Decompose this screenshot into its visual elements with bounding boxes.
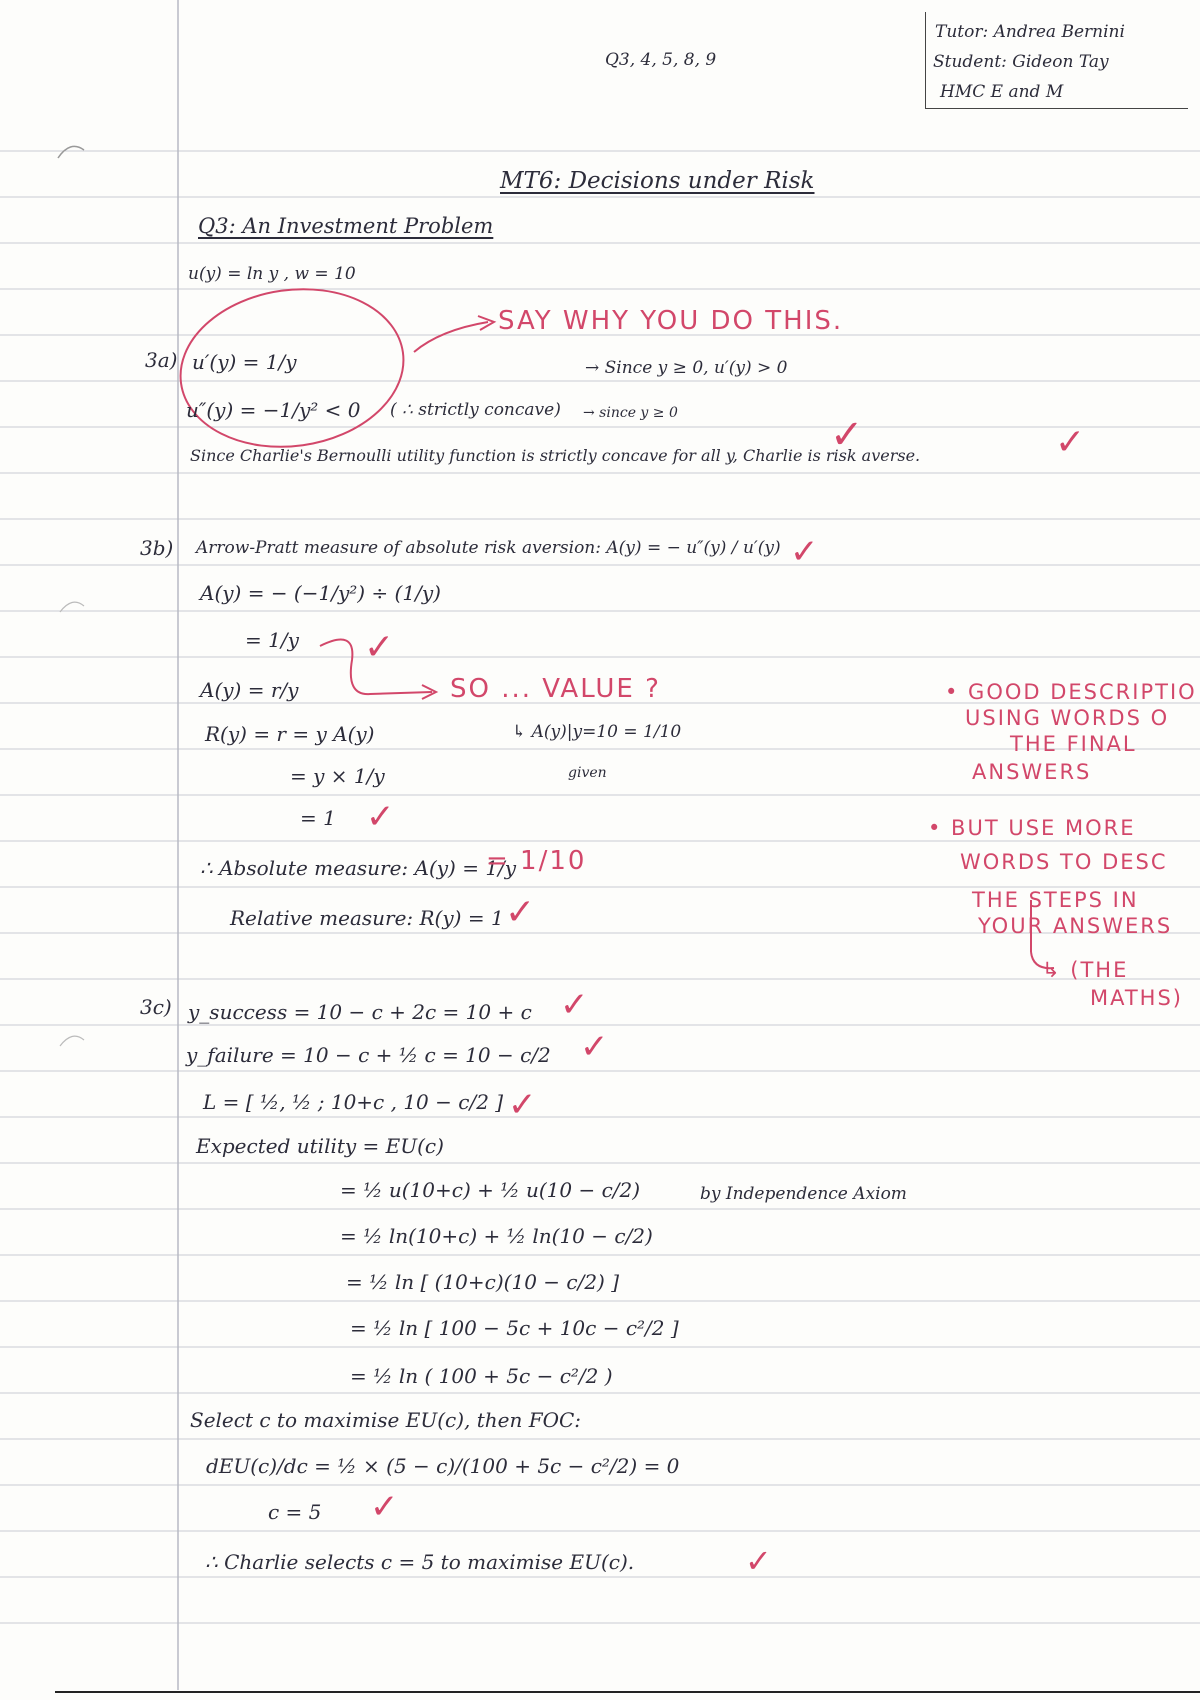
3c-foc: dEU(c)/dc = ½ × (5 − c)/(100 + 5c − c²/2) = 0	[206, 1454, 680, 1478]
feedback-good-desc-1: • GOOD DESCRIPTIO	[945, 680, 1197, 704]
part-3a-label: 3a)	[145, 348, 178, 372]
student-name: Student: Gideon Tay	[933, 52, 1109, 72]
3c-eu-step1: = ½ u(10+c) + ½ u(10 − c/2)	[340, 1178, 641, 1202]
check-mark: ✓	[1055, 422, 1088, 463]
3c-eu-step3: = ½ ln [ (10+c)(10 − c/2) ]	[346, 1270, 620, 1294]
3b-line4: A(y) = r/y	[200, 678, 299, 702]
3a-line1: u′(y) = 1/y	[192, 350, 297, 374]
feedback-one-tenth: = 1/10	[486, 846, 587, 876]
course-name: HMC E and M	[940, 82, 1064, 102]
3b-eval-note: given	[568, 765, 607, 781]
check-mark: ✓	[830, 412, 866, 458]
3a-since-positive: → Since y ≥ 0, u′(y) > 0	[585, 358, 788, 378]
check-mark: ✓	[580, 1027, 611, 1067]
feedback-so-value: SO ... VALUE ?	[450, 674, 661, 704]
part-3c-label: 3c)	[140, 995, 172, 1019]
3b-absolute-measure: ∴ Absolute measure: A(y) = 1/y	[200, 856, 517, 880]
feedback-good-desc-3: THE FINAL	[1010, 732, 1137, 756]
3c-y-success: y_success = 10 − c + 2c = 10 + c	[188, 1000, 532, 1024]
3c-select: Select c to maximise EU(c), then FOC:	[190, 1408, 582, 1432]
3b-relative-measure: Relative measure: R(y) = 1	[230, 906, 504, 930]
check-mark: ✓	[745, 1542, 774, 1580]
check-mark: ✓	[508, 1085, 539, 1125]
3c-y-failure: y_failure = 10 − c + ½ c = 10 − c/2	[186, 1043, 551, 1067]
3b-line1: Arrow-Pratt measure of absolute risk aversion: A(y) = − u″(y) / u′(y)	[196, 538, 781, 558]
3c-final-answer: ∴ Charlie selects c = 5 to maximise EU(c).	[205, 1550, 635, 1574]
questions-covered: Q3, 4, 5, 8, 9	[605, 50, 717, 70]
3b-line3: = 1/y	[245, 628, 299, 652]
check-mark: ✓	[560, 985, 591, 1025]
tutor-name: Tutor: Andrea Bernini	[935, 22, 1125, 42]
q3-setup: u(y) = ln y , w = 10	[188, 264, 356, 284]
3c-eu-def: Expected utility = EU(c)	[196, 1134, 444, 1158]
3b-evaluation: ↳ A(y)|y=10 = 1/10	[512, 722, 682, 742]
3c-eu-step5: = ½ ln ( 100 + 5c − c²/2 )	[350, 1364, 613, 1388]
feedback-say-why: SAY WHY YOU DO THIS.	[498, 306, 844, 336]
3a-line2: u″(y) = −1/y² < 0	[186, 398, 361, 422]
check-mark: ✓	[370, 1487, 401, 1527]
question-heading: Q3: An Investment Problem	[198, 214, 494, 238]
feedback-but-use-6: MATHS)	[1090, 986, 1183, 1010]
check-mark: ✓	[366, 797, 397, 837]
3b-line2: A(y) = − (−1/y²) ÷ (1/y)	[200, 581, 441, 605]
3a-line2-note: ( ∴ strictly concave)	[390, 400, 561, 420]
3c-eu-step2: = ½ ln(10+c) + ½ ln(10 − c/2)	[340, 1224, 653, 1248]
3c-independence-note: by Independence Axiom	[700, 1184, 907, 1204]
feedback-but-use-3: THE STEPS IN	[972, 888, 1139, 912]
feedback-but-use-2: WORDS TO DESC	[960, 850, 1168, 874]
3c-lottery: L = [ ½, ½ ; 10+c , 10 − c/2 ]	[203, 1090, 504, 1114]
3c-eu-step4: = ½ ln [ 100 − 5c + 10c − c²/2 ]	[350, 1316, 679, 1340]
feedback-but-use-4: YOUR ANSWERS	[978, 914, 1173, 938]
feedback-but-use-5: ↳ (THE	[1042, 958, 1129, 982]
feedback-but-use-1: • BUT USE MORE	[928, 816, 1136, 840]
3a-conclusion: Since Charlie's Bernoulli utility function is strictly concave for all y, Charlie is risk averse.	[190, 446, 921, 465]
check-mark: ✓	[790, 532, 821, 572]
feedback-good-desc-4: ANSWERS	[972, 760, 1092, 784]
3a-since-y: → since y ≥ 0	[583, 405, 678, 421]
3b-line5: R(y) = r = y A(y)	[205, 722, 375, 746]
page-title: MT6: Decisions under Risk	[500, 168, 815, 194]
3b-line6: = y × 1/y	[290, 764, 385, 788]
feedback-good-desc-2: USING WORDS O	[965, 706, 1170, 730]
check-mark: ✓	[364, 627, 397, 668]
3c-c-value: c = 5	[268, 1500, 322, 1524]
3b-line7: = 1	[300, 806, 336, 830]
check-mark: ✓	[505, 892, 538, 933]
part-3b-label: 3b)	[140, 536, 174, 560]
